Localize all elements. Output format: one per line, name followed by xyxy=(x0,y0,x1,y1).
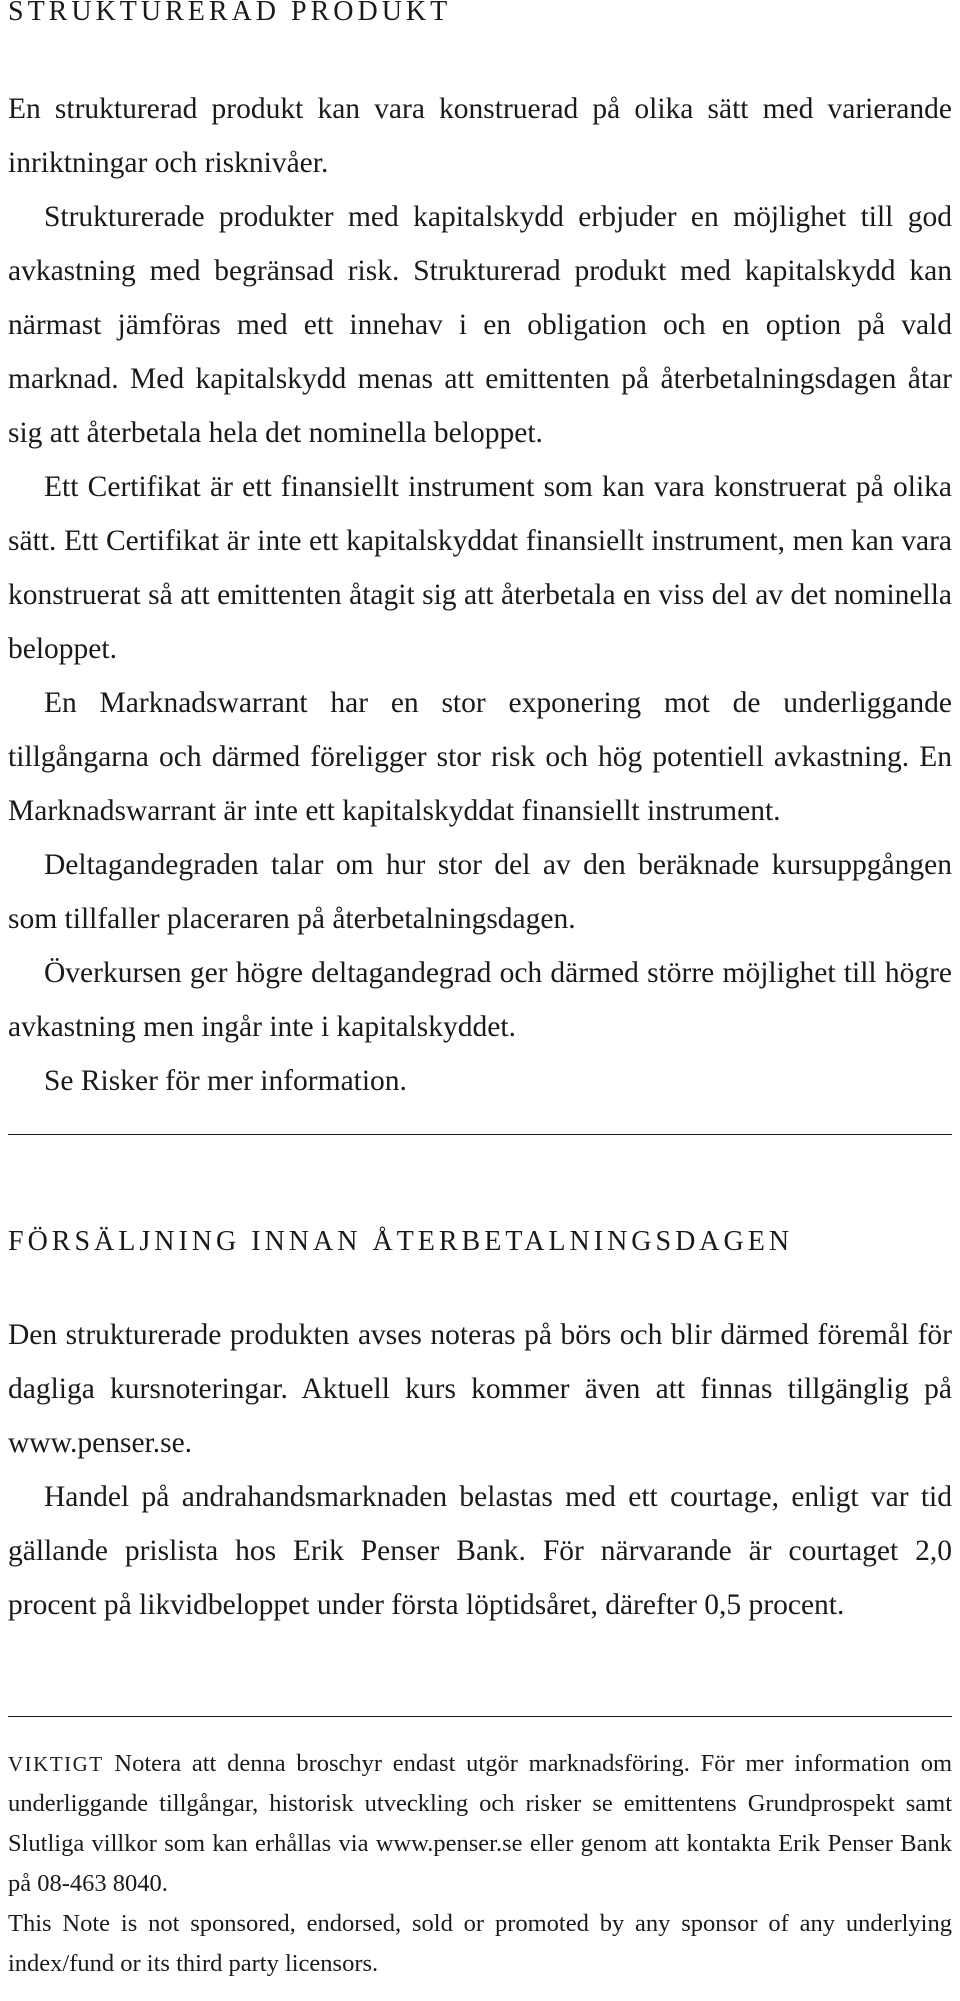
paragraph: Se Risker för mer information. xyxy=(44,1065,407,1097)
paragraph: Handel på andrahandsmarknaden belastas med ett courtage, enligt var tid gällande prislista hos Erik Penser Bank. För närvarande är courtaget 2,0 procent på likvidbeloppet under första löptidsåret, därefter 0,5 procent. xyxy=(8,1481,952,1621)
paragraph: Ett Certifikat är ett finansiellt instrument som kan vara konstruerat på olika sätt. Ett Certifikat är inte ett kapitalskyddat finansiellt instrument, men kan vara konstruerat så att emittenten åtagit sig att återbetala en viss del av det nominella beloppet. xyxy=(8,471,952,665)
section-body-forsaljning xyxy=(8,1308,952,1632)
section-divider xyxy=(8,1134,952,1135)
important-notice-text: Notera att denna broschyr endast utgör marknadsföring. För mer information om underliggande tillgångar, historisk utveckling och risker se emittentens Grundprospekt samt Slutliga villkor som kan erhållas via www.penser.se eller genom att kontakta Erik Penser Bank på 08-463 8040. xyxy=(8,1750,953,1897)
section-heading-strukturerad-produkt: STRUKTURERAD PRODUKT xyxy=(8,0,452,27)
paragraph: Den strukturerade produkten avses noteras på börs och blir därmed föremål för dagliga kursnoteringar. Aktuell kurs kommer även att finnas tillgänglig på www.penser.se. xyxy=(8,1319,952,1459)
footer-divider xyxy=(8,1716,952,1717)
section-heading-forsaljning: FÖRSÄLJNING INNAN ÅTERBETALNINGSDAGEN xyxy=(8,1226,794,1257)
sponsor-disclaimer: This Note is not sponsored, endorsed, sold or promoted by any sponsor of any underlying index/fund or its third party licensors. xyxy=(8,1910,952,1977)
paragraph: Deltagandegraden talar om hur stor del av den beräknade kursuppgången som tillfaller placeraren på återbetalningsdagen. xyxy=(8,849,952,935)
paragraph: En strukturerad produkt kan vara konstruerad på olika sätt med varierande inriktningar och risknivåer. xyxy=(8,93,952,179)
paragraph: Överkursen ger högre deltagandegrad och därmed större möjlighet till högre avkastning men ingår inte i kapitalskyddet. xyxy=(8,957,952,1043)
section-body-strukturerad-produkt xyxy=(8,82,952,1108)
important-label: VIKTIGT xyxy=(8,1752,104,1776)
paragraph: En Marknadswarrant har en stor exponering mot de underliggande tillgångarna och därmed föreligger stor risk och hög potentiell avkastning. En Marknadswarrant är inte ett kapitalskyddat finansiellt instrument. xyxy=(8,687,952,827)
paragraph: Strukturerade produkter med kapitalskydd erbjuder en möjlighet till god avkastning med begränsad risk. Strukturerad produkt med kapitalskydd kan närmast jämföras med ett innehav i en obligation och en option på vald marknad. Med kapitalskydd menas att emittenten på återbetalningsdagen åtar sig att återbetala hela det nominella beloppet. xyxy=(8,201,952,449)
footer-notes xyxy=(8,1744,952,1984)
important-notice xyxy=(8,1744,952,1904)
